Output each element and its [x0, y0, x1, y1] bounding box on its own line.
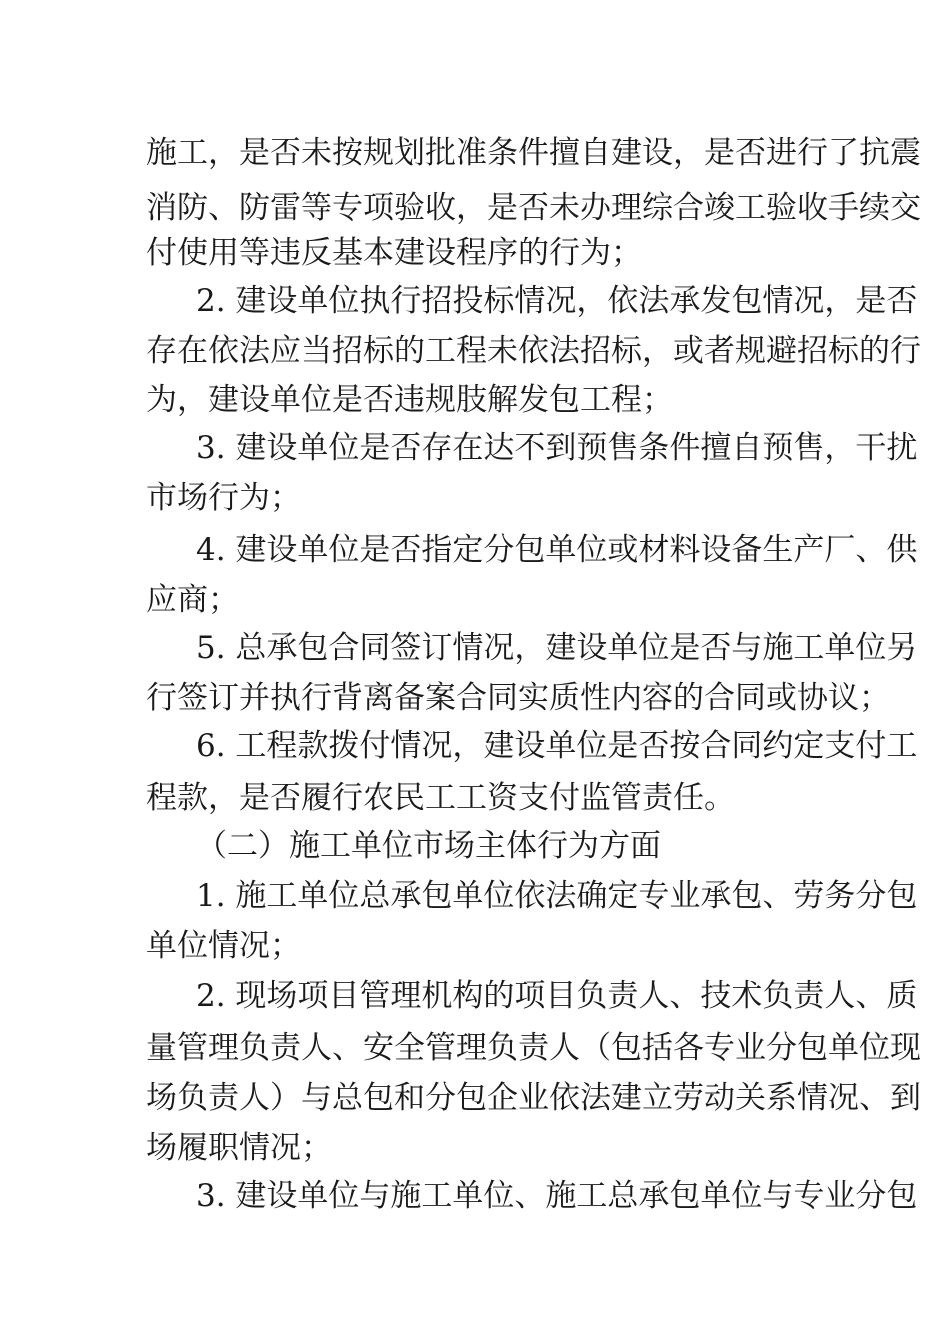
text-line-content: 2. 建设单位执行招投标情况，依法承发包情况，是否 [196, 283, 918, 319]
text-line-content: 量管理负责人、安全管理负责人（包括各专业分包单位现 [146, 1030, 921, 1066]
text-line [0, 273, 950, 329]
text-line [0, 968, 950, 1024]
text-line-content: 市场行为； [146, 480, 301, 516]
section-heading [0, 818, 950, 874]
text-line [0, 1168, 950, 1224]
text-line-content: 存在依法应当招标的工程未依法招标，或者规避招标的行 [146, 333, 921, 369]
text-line [0, 620, 950, 676]
text-line-content: 程款，是否履行农民工工资支付监管责任。 [146, 780, 735, 816]
text-line [0, 420, 950, 476]
text-line-content: 单位情况； [146, 928, 301, 964]
text-line-content: 应商； [146, 582, 239, 618]
text-line [0, 1070, 950, 1126]
text-line-content: 3. 建设单位与施工单位、施工总承包单位与专业分包 [196, 1178, 918, 1214]
text-line-content: 6. 工程款拨付情况，建设单位是否按合同约定支付工 [196, 728, 918, 764]
text-line [0, 125, 950, 181]
text-line-content: 为，建设单位是否违规肢解发包工程； [146, 382, 673, 418]
text-line-content: 施工，是否未按规划批准条件擅自建设，是否进行了抗震 [146, 135, 921, 171]
text-line [0, 918, 950, 974]
text-line-content: 场履职情况； [146, 1130, 332, 1166]
text-line-content: 场负责人）与总包和分包企业依法建立劳动关系情况、到 [146, 1080, 921, 1116]
text-line-content: 5. 总承包合同签订情况，建设单位是否与施工单位另 [196, 630, 918, 666]
text-line-content: 4. 建设单位是否指定分包单位或材料设备生产厂、供 [196, 532, 918, 568]
section-heading-text: （二）施工单位市场主体行为方面 [196, 828, 661, 864]
text-line [0, 1020, 950, 1076]
text-line-content: 付使用等违反基本建设程序的行为； [146, 235, 642, 271]
text-line [0, 522, 950, 578]
text-line-content: 3. 建设单位是否存在达不到预售条件擅自预售，干扰 [196, 430, 918, 466]
text-line [0, 718, 950, 774]
text-line [0, 323, 950, 379]
text-line-content: 消防、防雷等专项验收，是否未办理综合竣工验收手续交 [146, 190, 921, 226]
text-line-content: 1. 施工单位总承包单位依法确定专业承包、劳务分包 [196, 878, 918, 914]
text-line [0, 868, 950, 924]
text-line-content: 2. 现场项目管理机构的项目负责人、技术负责人、质 [196, 978, 918, 1014]
text-line [0, 470, 950, 526]
text-line-content: 行签订并执行背离备案合同实质性内容的合同或协议； [146, 680, 890, 716]
